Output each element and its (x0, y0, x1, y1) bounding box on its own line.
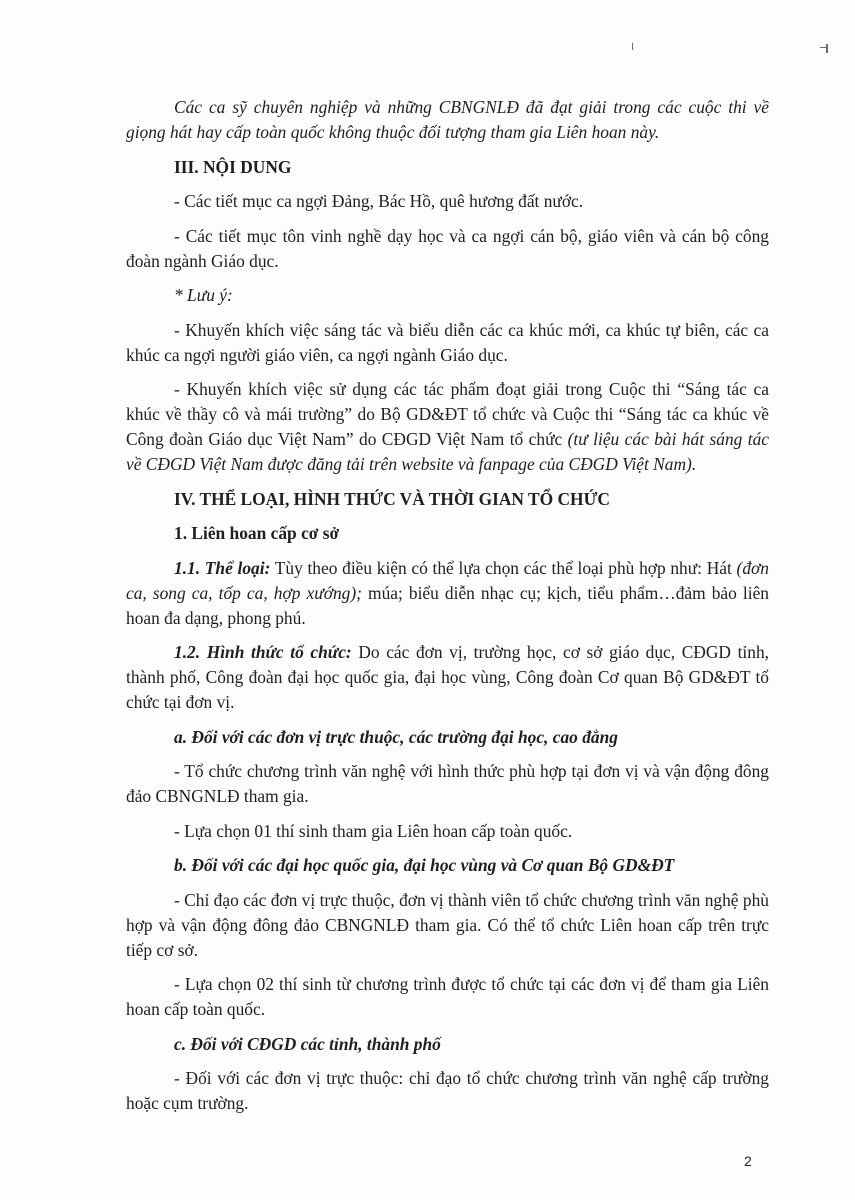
body-text: Tùy theo điều kiện có thể lựa chọn các thể loại phù hợp như: Hát (270, 557, 737, 578)
body-text: - Khuyến khích việc sử dụng các tác phẩm đoạt giải trong Cuộc thi “Sáng tác ca khúc về thầy cô và mái trường” do Bộ GD&ĐT tổ chức và Cuộc thi “Sáng tác ca khúc về Công đoàn Giáo dục Việt Nam” do CĐGD Việt Nam tổ chức (126, 379, 769, 449)
paragraph-encourage-award-works (126, 377, 769, 477)
paragraph-select-02: - Lựa chọn 02 thí sinh từ chương trình được tổ chức tại các đơn vị để tham gia Liên hoan cấp toàn quốc. (126, 974, 769, 1019)
italic-text: (tư liệu các bài hát sáng tác về CĐGD Việt Nam được đăng tải trên website và fanpage của CĐGD Việt Nam). (126, 429, 769, 474)
subheading-c: c. Đối với CĐGD các tỉnh, thành phố (174, 1033, 441, 1054)
item-label: 1.2. Hình thức tổ chức: (174, 642, 352, 662)
paragraph-ineligible-singers (126, 95, 769, 145)
italic-text: (đơn ca, song ca, tốp ca, hợp xướng); (126, 557, 769, 603)
paragraph-organize-program: - Tổ chức chương trình văn nghệ với hình thức phù hợp tại đơn vị và vận động đông đảo CBNGNLĐ tham gia. (126, 761, 769, 806)
italic-text: Các ca sỹ chuyên nghiệp và những CBNGNLĐ đã đạt giải trong các cuộc thi về giọng hát hay cấp toàn quốc không thuộc đối tượng tham gia Liên hoan này. (126, 97, 769, 142)
subheading-a: a. Đối với các đơn vị trực thuộc, các trường đại học, cao đẳng (174, 726, 618, 747)
scan-speck (632, 43, 633, 50)
paragraph-genre (126, 556, 769, 631)
paragraph-select-01: - Lựa chọn 01 thí sinh tham gia Liên hoan cấp toàn quốc. (174, 820, 573, 841)
subsection-heading-local-festival: 1. Liên hoan cấp cơ sở (174, 523, 340, 543)
item-label: 1.1. Thể loại: (174, 557, 271, 578)
section-heading-format: IV. THỂ LOẠI, HÌNH THỨC VÀ THỜI GIAN TỔ CHỨC (174, 488, 610, 509)
note-label: * Lưu ý: (174, 285, 233, 305)
paragraph-direct-units: - Chỉ đạo các đơn vị trực thuộc, đơn vị thành viên tổ chức chương trình văn nghệ phù hợp và vận động đông đảo CBNGNLĐ tham gia. Có thể tổ chức Liên hoan cấp trên trực tiếp cơ sở. (126, 889, 769, 960)
page-number: 2 (744, 1153, 752, 1169)
paragraph-organization-form (126, 640, 769, 715)
section-heading-content: III. NỘI DUNG (174, 156, 292, 177)
body-text: múa; biểu diễn nhạc cụ; kịch, tiểu phẩm…đảm bảo liên hoan đa dạng, phong phú. (126, 582, 770, 628)
paragraph-affiliated-units: - Đối với các đơn vị trực thuộc: chỉ đạo tổ chức chương trình văn nghệ cấp trường hoặc cụm trường. (126, 1068, 769, 1113)
paragraph-honor-teaching: - Các tiết mục tôn vinh nghề dạy học và ca ngợi cán bộ, giáo viên và cán bộ công đoàn ngành Giáo dục. (126, 225, 769, 271)
subheading-b: b. Đối với các đại học quốc gia, đại học vùng và Cơ quan Bộ GD&ĐT (174, 855, 675, 875)
paragraph-encourage-new-songs: - Khuyến khích việc sáng tác và biểu diễn các ca khúc mới, ca khúc tự biên, các ca khúc ca ngợi người giáo viên, ca ngợi ngành Giáo dục. (126, 319, 769, 365)
document-body (126, 95, 769, 1126)
paragraph-praise-party: - Các tiết mục ca ngợi Đảng, Bác Hồ, quê hương đất nước. (174, 191, 584, 211)
scan-speck (826, 44, 828, 53)
body-text: Do các đơn vị, trường học, cơ sở giáo dục, CĐGD tỉnh, thành phố, Công đoàn đại học quốc gia, đại học vùng, Công đoàn Cơ quan Bộ GD&ĐT tổ chức tại đơn vị. (126, 642, 770, 712)
scan-speck (820, 47, 826, 48)
